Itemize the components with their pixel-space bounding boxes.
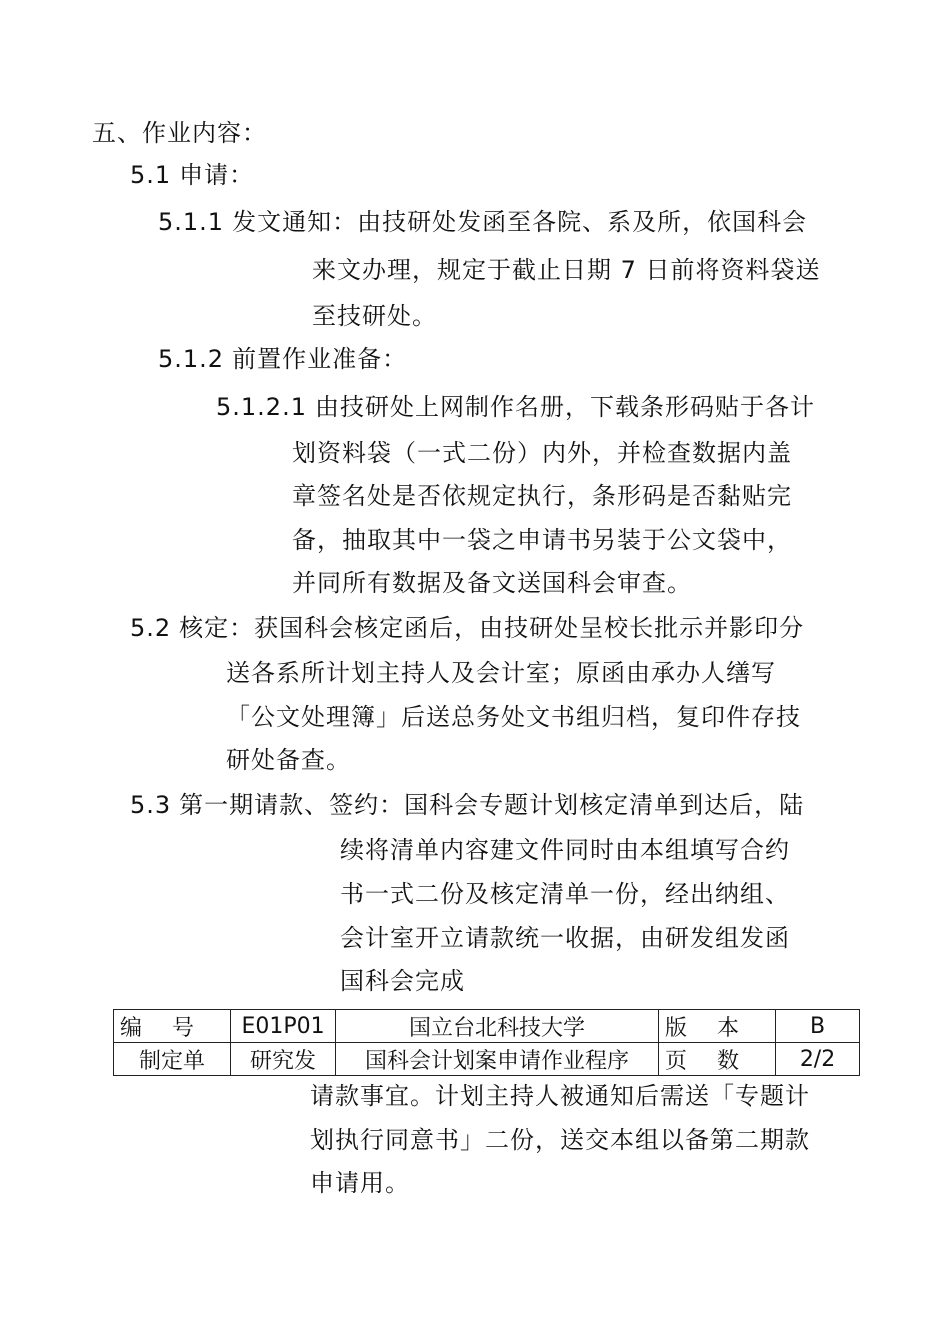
- item-5-3-line: 请款事宜。计划主持人被通知后需送「专题计: [310, 1082, 810, 1110]
- item-title: 前置作业准备：: [232, 345, 408, 373]
- item-5-1-2-1-line: 章签名处是否依规定执行，条形码是否黏贴完: [292, 482, 792, 510]
- item-5-2-line: 「公文处理簿」后送总务处文书组归档，复印件存技: [226, 703, 801, 731]
- item-5-3-line: 申请用。: [310, 1169, 410, 1197]
- item-title: 申请：: [179, 161, 255, 189]
- item-number: 5.1.2.1: [216, 393, 307, 421]
- header-row: [114, 1010, 860, 1043]
- item-5-1-1-line: 来文办理，规定于截止日期 7 日前将资料袋送: [312, 256, 821, 284]
- document-number: E01P01: [231, 1010, 336, 1043]
- item-5-1-2-1-line: 并同所有数据及备文送国科会审查。: [292, 569, 692, 597]
- item-5-1-2-1: [216, 392, 815, 422]
- item-5-1-2: [158, 344, 407, 374]
- header-row: [114, 1043, 860, 1076]
- department-value: 研究发: [231, 1043, 336, 1076]
- item-5-3: [130, 790, 804, 820]
- department-label: 制定单: [114, 1043, 231, 1076]
- item-text: 发文通知：由技研处发函至各院、系及所，依国科会: [232, 208, 808, 236]
- item-5-1-2-1-line: 备，抽取其中一袋之申请书另装于公文袋中，: [292, 526, 792, 554]
- item-5-3-line: 续将清单内容建文件同时由本组填写合约: [340, 836, 790, 864]
- procedure-title: 国科会计划案申请作业程序: [336, 1043, 659, 1076]
- document-header-table: [113, 1009, 860, 1076]
- organization-name: 国立台北科技大学: [336, 1010, 659, 1043]
- item-5-1-1-line: 至技研处。: [312, 302, 437, 330]
- item-5-1-2-1-line: 划资料袋（一式二份）内外，并检查数据内盖: [292, 439, 792, 467]
- page-label: 页数: [659, 1043, 776, 1076]
- item-number: 5.3: [130, 791, 172, 819]
- section-heading: 五、作业内容：: [92, 119, 267, 147]
- item-5-3-line: 划执行同意书」二份，送交本组以备第二期款: [310, 1126, 810, 1154]
- item-5-3-line: 国科会完成: [340, 967, 465, 995]
- item-5-1: [130, 160, 254, 190]
- item-number: 5.2: [130, 614, 172, 642]
- page-count: 2/2: [776, 1043, 860, 1076]
- item-number: 5.1.1: [158, 208, 225, 236]
- number-label: 编号: [114, 1010, 231, 1043]
- item-number: 5.1.2: [158, 345, 225, 373]
- item-5-3-line: 书一式二份及核定清单一份，经出纳组、: [340, 880, 790, 908]
- item-text: 第一期请款、签约：国科会专题计划核定清单到达后，陆: [179, 791, 805, 819]
- item-5-2: [130, 613, 804, 643]
- version-value: B: [776, 1010, 860, 1043]
- item-5-2-line: 研处备查。: [226, 746, 351, 774]
- item-5-2-line: 送各系所计划主持人及会计室；原函由承办人缮写: [226, 659, 776, 687]
- item-5-1-1: [158, 207, 807, 237]
- item-text: 由技研处上网制作名册，下载条形码贴于各计: [314, 393, 815, 421]
- item-number: 5.1: [130, 161, 172, 189]
- item-text: 核定：获国科会核定函后，由技研处呈校长批示并影印分: [179, 614, 805, 642]
- version-label: 版本: [659, 1010, 776, 1043]
- item-5-3-line: 会计室开立请款统一收据，由研发组发函: [340, 924, 790, 952]
